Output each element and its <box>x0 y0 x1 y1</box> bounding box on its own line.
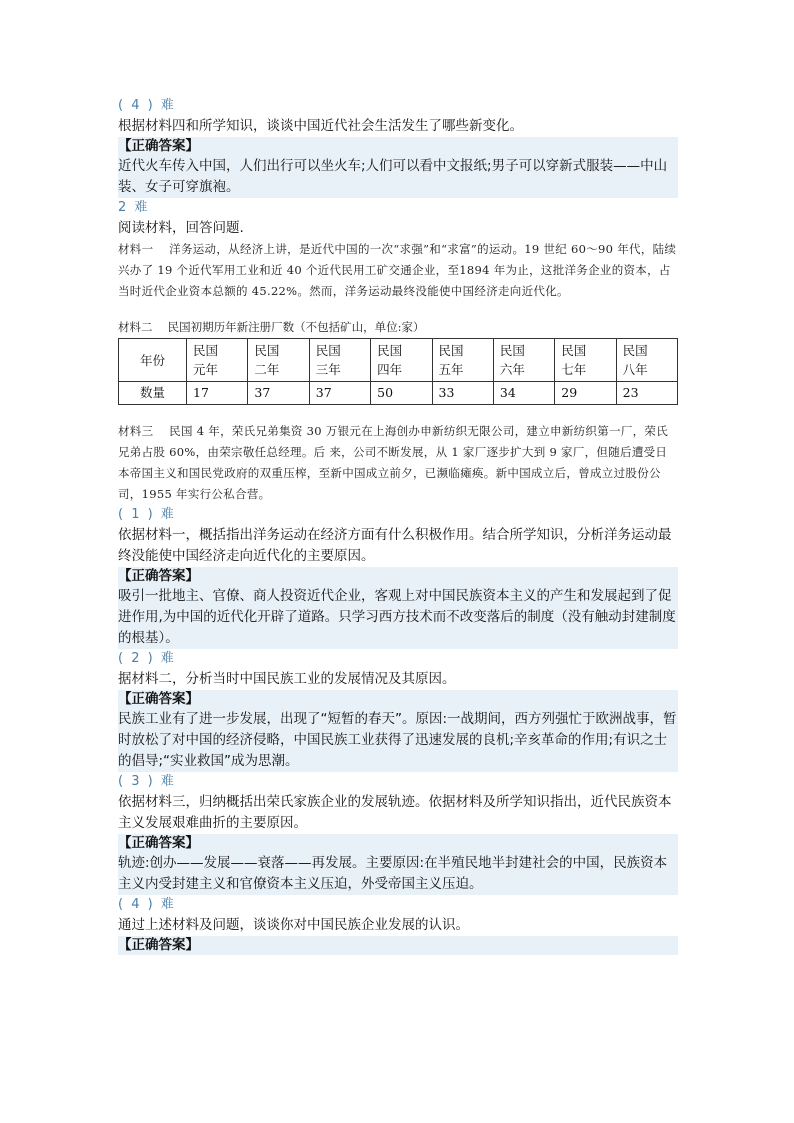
table-cell: 民国 四年 <box>371 339 432 382</box>
sub-question-number: ( 2 ) 难 <box>118 651 176 666</box>
table-cell: 民国 三年 <box>309 339 370 382</box>
table-cell: 民国 五年 <box>432 339 493 382</box>
table-cell: 民国 八年 <box>616 339 677 382</box>
table-row <box>119 382 678 405</box>
sub-question-number: ( 3 ) 难 <box>118 774 176 789</box>
question-prompt: 阅读材料，回答问题. <box>118 220 244 236</box>
answer-text: 近代火车传入中国，人们出行可以坐火车;人们可以看中文报纸;男子可以穿新式服装——中山装、女子可穿旗袍。 <box>118 156 678 198</box>
question-text: 依据材料三，归纳概括出荣氏家族企业的发展轨迹。依据材料及所学知识指出，近代民族资本主义发展艰难曲折的主要原因。 <box>118 794 672 831</box>
table-cell: 50 <box>371 382 432 405</box>
table-cell: 民国 元年 <box>187 339 248 382</box>
table-cell: 33 <box>432 382 493 405</box>
material-three: 材料三 民国 4 年，荣氏兄弟集资 30 万银元在上海创办申新纺织无限公司，建立申新纺织第一厂，荣氏兄弟占股 60%，由荣宗敬任总经理。后 来，公司不断发展，从 1 家厂逐步扩大到 9 家厂，但随后遭受日本帝国主义和国民党政府的双重压榨，至新中国成立前夕，已濒临瘫痪。新中国成立后，曾成立过股份公司，1955 年实行公私合营。 <box>118 424 669 501</box>
sub-question-number: ( 1 ) 难 <box>118 507 176 522</box>
question-text: 据材料二，分析当时中国民族工业的发展情况及其原因。 <box>118 671 456 687</box>
table-row <box>119 339 678 382</box>
question-number: 2 难 <box>118 200 150 215</box>
table-cell: 29 <box>555 382 616 405</box>
table-cell: 23 <box>616 382 677 405</box>
table-cell: 民国 二年 <box>248 339 309 382</box>
answer-text: 吸引一批地主、官僚、商人投资近代企业，客观上对中国民族资本主义的产生和发展起到了促进作用,为中国的近代化开辟了道路。只学习西方技术而不改变落后的制度（没有触动封建制度的根基）。 <box>118 586 678 649</box>
answer-label: 【正确答案】 <box>118 834 678 853</box>
answer-label: 【正确答案】 <box>118 567 678 586</box>
question-text: 根据材料四和所学知识，谈谈中国近代社会生活发生了哪些新变化。 <box>118 118 523 134</box>
table-cell: 17 <box>187 382 248 405</box>
table-cell: 34 <box>493 382 554 405</box>
answer-text: 民族工业有了进一步发展，出现了“短暂的春天”。原因:一战期间，西方列强忙于欧洲战事，暂时放松了对中国的经济侵略，中国民族工业获得了迅速发展的良机;辛亥革命的作用;有识之士的倡导;“实业救国”成为思潮。 <box>118 709 678 772</box>
sub-question-number: ( 4 ) 难 <box>118 98 176 113</box>
table-cell: 民国 七年 <box>555 339 616 382</box>
question-text: 依据材料一，概括指出洋务运动在经济方面有什么积极作用。结合所学知识，分析洋务运动最终没能使中国经济走向近代化的主要原因。 <box>118 527 672 564</box>
question-text: 通过上述材料及问题，谈谈你对中国民族企业发展的认识。 <box>118 917 469 933</box>
material-two-caption: 材料二 民国初期历年新注册厂数（不包括矿山，单位:家） <box>118 320 425 334</box>
worksheet <box>118 96 678 955</box>
table-cell: 37 <box>309 382 370 405</box>
answer-label: 【正确答案】 <box>118 690 678 709</box>
table-header-cell: 年份 <box>119 339 187 382</box>
sub-question-number: ( 4 ) 难 <box>118 897 176 912</box>
answer-label: 【正确答案】 <box>118 137 678 156</box>
table-header-cell: 数量 <box>119 382 187 405</box>
table-cell: 民国 六年 <box>493 339 554 382</box>
table-cell: 37 <box>248 382 309 405</box>
factory-registration-table <box>118 338 678 405</box>
material-one: 材料一 洋务运动，从经济上讲，是近代中国的一次“求强”和“求富”的运动。19 世纪 60～90 年代，陆续兴办了 19 个近代军用工业和近 40 个近代民用工矿交通企业，至1894 年为止，这批洋务企业的资本，占当时近代企业资本总额的 45.22%。然而，洋务运动最终没能使中国经济走向近代化。 <box>118 242 677 298</box>
answer-label: 【正确答案】 <box>118 936 678 955</box>
answer-text: 轨迹:创办——发展——衰落——再发展。主要原因:在半殖民地半封建社会的中国，民族资本主义内受封建主义和官僚资本主义压迫，外受帝国主义压迫。 <box>118 853 678 895</box>
